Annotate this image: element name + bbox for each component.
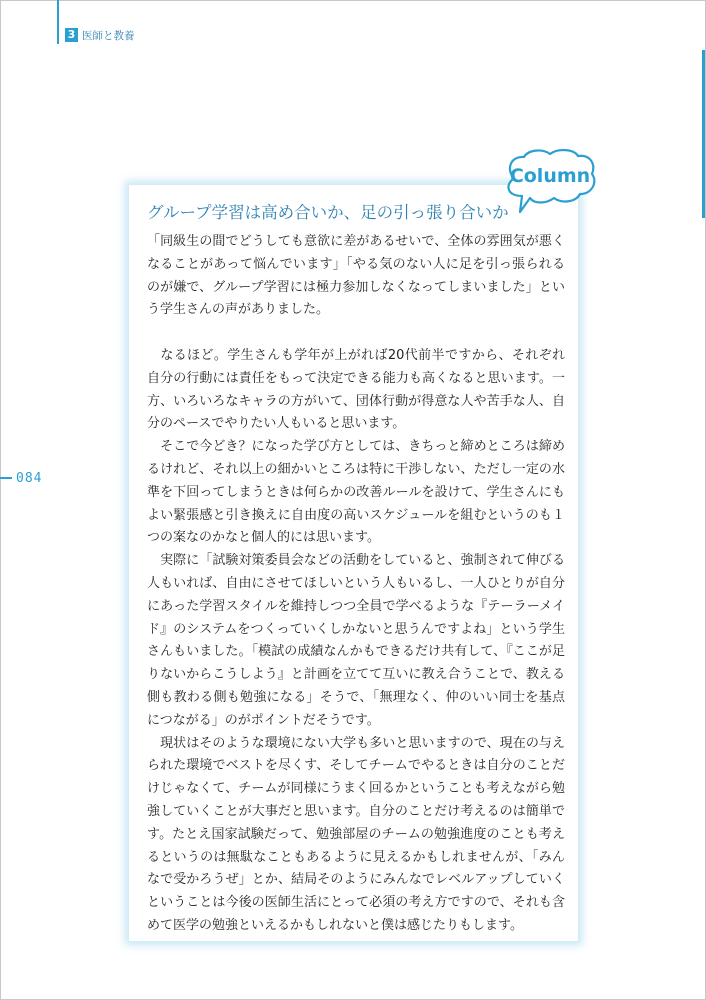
paragraph: なるほど。学生さんも学年が上がれば20代前半ですから、それぞれ自分の行動には責任をもって決定できる能力も高くなると思います。一方、いろいろなキャラの方がいて、団体行動が得意な人や苦手な人、自分のペースでやりたい人もいると思います。 [147,347,565,432]
folio-rule [0,477,12,479]
column-title: グループ学習は高め合いか、足の引っ張り合いか [147,203,509,222]
column-badge-label: Column [509,165,591,187]
header-rule [57,0,59,44]
page-number: 084 [16,470,43,486]
chapter-number: 3 [65,28,78,42]
paragraph: 現状はそのような環境にない大学も多いと思いますので、現在の与えられた環境でベストを尽くす、そしてチームでやるときは自分のことだけじゃなくて、チームが同様にうまく回るかということも考えながら勉強していくことが大事だと思います。自分のことだけ考えるのは簡単です。たとえ国家試験だって、勉強部屋のチームの勉強進度のことも考えるというのは無駄なこともあるように見えるかもしれませんが、「みんなで受かろうぜ」とか、結局そのようにみんなでレベルアップしていくということは今後の医師生活にとって必須の考え方ですので、それも含めて医学の勉強といえるかもしれないと僕は感じたりもします。 [147,735,565,933]
paragraph-gap [147,322,565,345]
running-header [65,27,135,43]
paragraph: そこで今どき？になった学び方としては、きちっと締めところは締めるけれど、それ以上の細かいところは特に干渉しない、ただし一定の水準を下回ってしまうときは何らかの改善ルールを設けて、学生さんにもよい緊張感と引き換えに自由度の高いスケジュールを組むというのも１つの案なのかなと個人的には思います。 [147,439,565,546]
column-body [147,231,565,938]
chapter-index-tab [702,50,705,218]
paragraph: 実際に「試験対策委員会などの活動をしていると、強制されて伸びる人もいれば、自由にさせてほしいという人もいるし、一人ひとりが自分にあった学習スタイルを維持しつつ全員で学べるような『テーラーメイド』のシステムをつくっていくしかないと思うんですよね」という学生さんもいました。「模試の成績なんかもできるだけ共有して、『ここが足りないからこうしよう』と計画を立てて互いに教え合うことで、教える側も教わる側も勉強になる」そうで、「無理なく、仲のいい同士を基点につながる」のがポイントだそうです。 [147,553,565,728]
chapter-title: 医師と教養 [82,29,135,42]
page-folio [0,470,42,486]
paragraph: 「同級生の間でどうしても意欲に差があるせいで、全体の雰囲気が悪くなることがあって悩んでいます」「やる気のない人に足を引っ張られるのが嫌で、グループ学習には極力参加しなくなってしまいました」という学生さんの声がありました。 [147,234,565,318]
